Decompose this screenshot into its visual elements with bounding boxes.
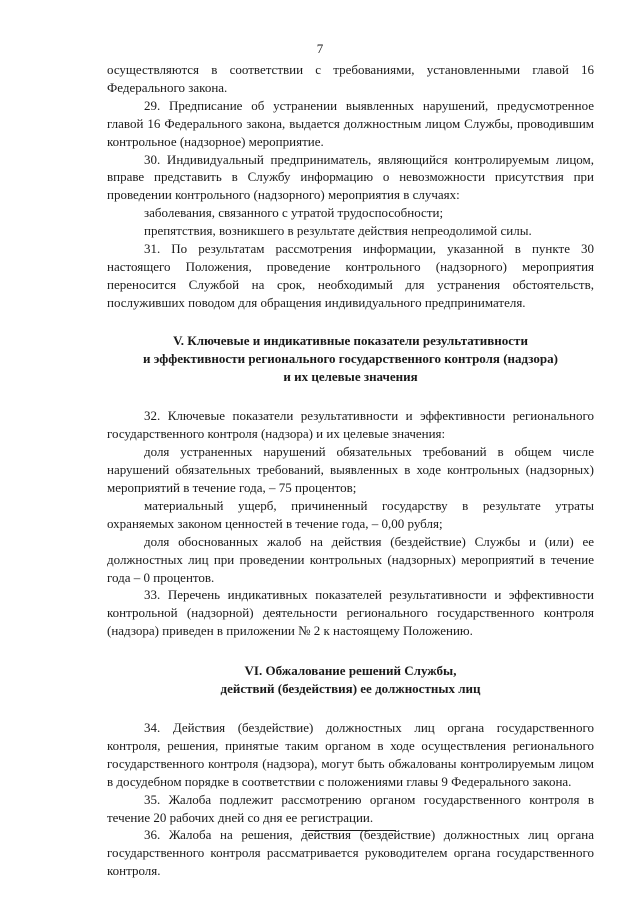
paragraph-36: 36. Жалоба на решения, действия (бездействие) должностных лиц органа государственного контроля рассматривается руководителем органа государственного контроля. xyxy=(107,827,594,879)
paragraph-continuation: осуществляются в соответствии с требованиями, установленными главой 16 Федерального закона. xyxy=(107,62,594,95)
paragraph-32: 32. Ключевые показатели результативности и эффективности регионального государственного контроля (надзора) и их целевые значения: xyxy=(107,408,594,442)
document-body xyxy=(107,61,594,880)
section-5-heading-line-1: V. Ключевые и индикативные показатели результативности xyxy=(173,332,528,348)
section-6-heading xyxy=(107,662,594,698)
paragraph-35: 35. Жалоба подлежит рассмотрению органом государственного контроля в течение 20 рабочих дней со дня ее регистрации. xyxy=(107,791,594,825)
paragraph-34: 34. Действия (бездействие) должностных лиц органа государственного контроля, решения, принятые таким органом в ходе осуществления регионального государственного контроля (надзора), могут быть обжалованы контролируемым лицом в досудебном порядке в соответствии с положениями главы 9 Федерального закона. xyxy=(107,720,594,789)
paragraph-30-case-1: заболевания, связанного с утратой трудоспособности; xyxy=(144,205,444,221)
paragraph-32-indicator-1: доля устраненных нарушений обязательных требований в общем числе нарушений обязательных требований, выявленных в ходе контрольных (надзорных) мероприятий в течение года, – 75 процентов; xyxy=(107,444,594,496)
paragraph-32-indicator-3: доля обоснованных жалоб на действия (бездействие) Службы и (или) ее должностных лиц при проведении контрольных (надзорных) мероприятий в течение года – 0 процентов. xyxy=(107,533,594,585)
section-5-heading xyxy=(107,332,594,386)
section-5-heading-line-2: и эффективности регионального государственного контроля (надзора) xyxy=(143,350,558,366)
paragraph-31: 31. По результатам рассмотрения информации, указанной в пункте 30 настоящего Положения, проведение контрольного (надзорного) мероприятия переносится Службой на срок, необходимый для устранения обстоятельств, послуживших поводом для обращения индивидуального предпринимателя. xyxy=(107,241,594,310)
paragraph-32-indicator-2: материальный ущерб, причиненный государству в результате утраты охраняемых законом ценностей в течение года, – 0,00 рубля; xyxy=(107,497,594,531)
paragraph-30: 30. Индивидуальный предприниматель, являющийся контролируемым лицом, вправе представить в Службу информацию о невозможности присутствия при проведении контрольного (надзорного) мероприятия в случаях: xyxy=(107,151,594,203)
paragraph-30-case-2: препятствия, возникшего в результате действия непреодолимой силы. xyxy=(144,223,532,239)
section-6-heading-line-1: VI. Обжалование решений Службы, xyxy=(244,663,457,679)
section-6-heading-line-2: действий (бездействия) ее должностных лиц xyxy=(220,681,481,697)
end-of-document-rule xyxy=(305,830,396,831)
paragraph-33: 33. Перечень индикативных показателей результативности и эффективности контрольной (надзорной) деятельности регионального государственного контроля (надзора) приведен в приложении № 2 к настоящему Положению. xyxy=(107,587,594,639)
paragraph-29: 29. Предписание об устранении выявленных нарушений, предусмотренное главой 16 Федерального закона, выдается должностным лицом Службы, проводившим контрольное (надзорное) мероприятие. xyxy=(107,97,594,149)
page-number: 7 xyxy=(316,41,324,56)
section-5-heading-line-3: и их целевые значения xyxy=(283,368,418,384)
